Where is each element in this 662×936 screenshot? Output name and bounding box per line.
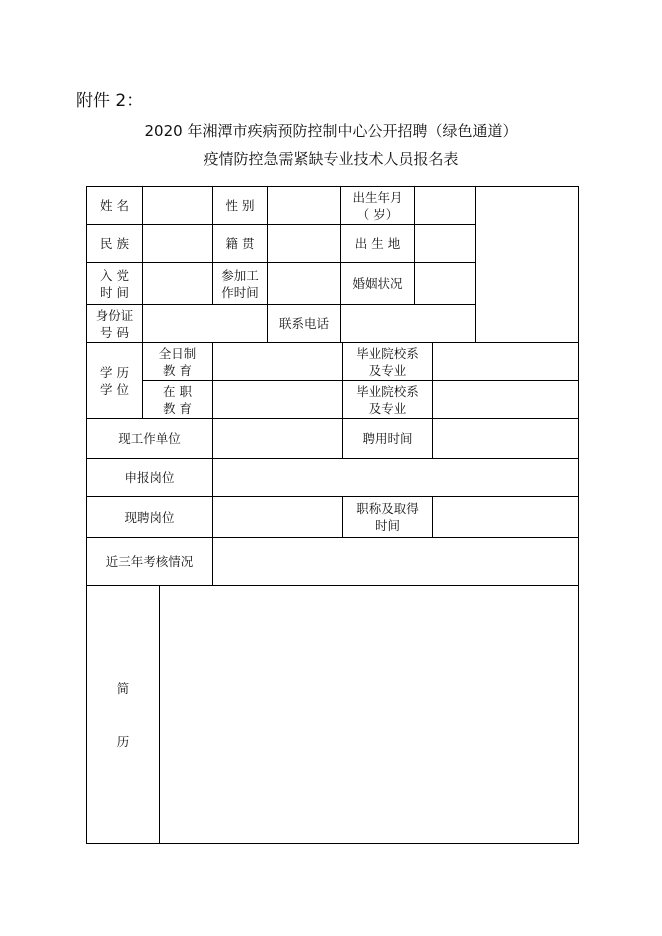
label-phone: 联系电话 [278,316,329,331]
input-employment-time[interactable] [433,419,578,458]
label-assessment: 近三年考核情况 [105,554,194,569]
label-ethnicity: 民 族 [100,236,129,251]
input-native-place[interactable] [268,225,340,262]
label-current-employer: 现工作单位 [118,431,181,446]
input-title-time[interactable] [433,497,578,537]
label-fulltime-edu: 全日制 教 育 [158,345,197,378]
input-resume[interactable] [160,586,578,843]
label-current-position: 现聘岗位 [124,509,175,525]
label-resume-char-1: 简 [116,680,130,696]
label-inservice-edu: 在 职 教 育 [163,383,192,416]
label-party-join: 入 党 时 间 [100,267,129,300]
label-employment-time: 聘用时间 [362,431,413,446]
form-title-line1: 2020 年湘潭市疾病预防控制中心公开招聘（绿色通道） [144,122,518,140]
form-line [578,186,579,844]
input-marital[interactable] [415,263,475,304]
label-name: 姓 名 [100,198,129,213]
input-fulltime-edu[interactable] [213,343,342,380]
label-marital: 婚姻状况 [352,276,403,291]
label-grad-school-2: 毕业院校系 及专业 [356,383,419,416]
form-title-line2: 疫情防控急需紧缺专业技术人员报名表 [203,150,459,168]
label-id-number: 身份证 号 码 [95,307,134,340]
input-gender[interactable] [268,187,340,224]
input-work-start[interactable] [268,263,340,304]
form-line [86,843,579,844]
label-work-start: 参加工 作时间 [221,267,259,300]
label-title-time: 职称及取得 时间 [356,501,419,533]
label-resume-char-2: 历 [116,733,130,749]
label-birthplace: 出 生 地 [354,236,401,251]
input-birthplace[interactable] [415,225,475,262]
input-inservice-edu[interactable] [213,381,342,418]
input-current-employer[interactable] [213,419,342,458]
label-gender: 性 别 [225,198,255,213]
input-ethnicity[interactable] [143,225,212,262]
input-grad-school-1[interactable] [433,343,578,380]
input-grad-school-2[interactable] [433,381,578,418]
input-assessment[interactable] [213,538,578,585]
input-applied-position[interactable] [213,459,578,496]
input-id-number[interactable] [143,305,267,342]
photo-box[interactable] [476,187,578,342]
label-applied-position: 申报岗位 [124,470,175,485]
input-name[interactable] [143,187,212,224]
label-education-degree: 学 历 学 位 [100,364,129,397]
label-native-place: 籍 贯 [225,236,255,251]
input-current-position[interactable] [213,497,342,537]
label-birth: 出生年月 （ 岁） [352,189,403,222]
input-birth[interactable] [415,187,475,224]
input-phone[interactable] [341,305,475,342]
input-party-join[interactable] [143,263,212,304]
attachment-label: 附件 2： [76,91,144,111]
label-grad-school-1: 毕业院校系 及专业 [356,345,419,378]
